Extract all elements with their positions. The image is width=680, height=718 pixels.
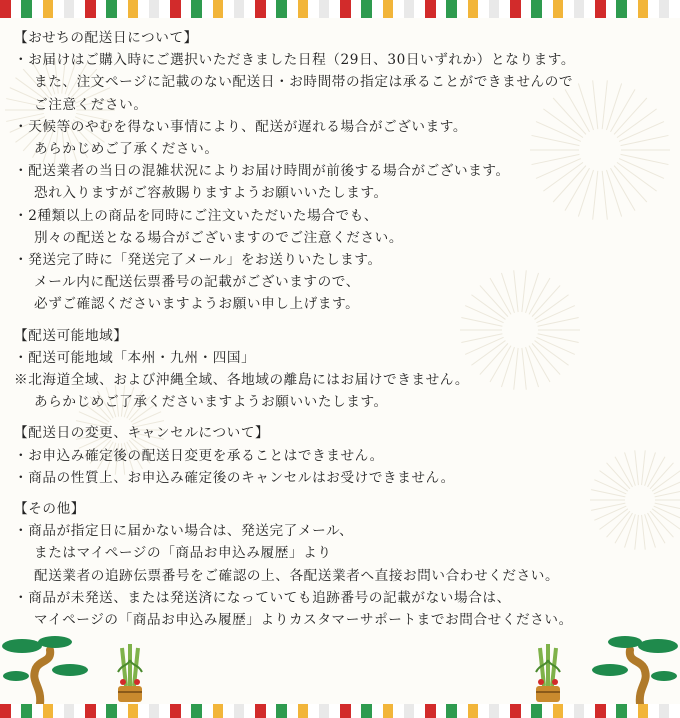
stripe-segment [128, 0, 139, 18]
notice-line: マイページの「商品お申込み履歴」よりカスタマーサポートまでお問合せください。 [34, 612, 573, 629]
notice-line: ・商品が指定日に届かない場合は、発送完了メール、 [14, 523, 354, 540]
stripe-segment [266, 704, 277, 718]
stripe-segment [53, 704, 64, 718]
stripe-segment [255, 704, 266, 718]
stripe-segment [648, 704, 659, 718]
stripe-segment [117, 704, 128, 718]
stripe-segment [659, 704, 670, 718]
stripe-segment [446, 704, 457, 718]
stripe-segment [170, 704, 181, 718]
stripe-segment [128, 704, 139, 718]
stripe-segment [213, 704, 224, 718]
notice-line: あらかじめご了承ください。 [34, 141, 219, 158]
stripe-segment [0, 704, 11, 718]
stripe-segment [669, 0, 680, 18]
stripe-segment [531, 704, 542, 718]
stripe-segment [372, 704, 383, 718]
stripe-segment [414, 0, 425, 18]
stripe-segment [21, 704, 32, 718]
stripe-segment [255, 0, 266, 18]
stripe-segment [361, 704, 372, 718]
notice-line: 恐れ入りますがご容赦賜りますようお願いいたします。 [34, 185, 388, 202]
stripe-segment [21, 0, 32, 18]
stripe-segment [223, 704, 234, 718]
notice-line: ・配送可能地域「本州・九州・四国」 [14, 349, 256, 366]
stripe-segment [181, 0, 192, 18]
stripe-segment [627, 0, 638, 18]
stripe-segment [329, 0, 340, 18]
stripe-segment [319, 0, 330, 18]
stripe-segment [287, 704, 298, 718]
notice-line: ・配送業者の当日の混雑状況によりお届け時間が前後する場合がございます。 [14, 163, 510, 180]
bottom-stripe-border [0, 704, 680, 718]
stripe-segment [489, 0, 500, 18]
stripe-segment [149, 704, 160, 718]
notice-line: またはマイページの「商品お申込み履歴」より [34, 545, 332, 562]
stripe-segment [383, 704, 394, 718]
stripe-segment [351, 0, 362, 18]
stripe-segment [117, 0, 128, 18]
notice-line: あらかじめご了承くださいますようお願いいたします。 [34, 394, 388, 411]
stripe-segment [606, 0, 617, 18]
stripe-segment [436, 0, 447, 18]
stripe-segment [478, 704, 489, 718]
stripe-segment [74, 704, 85, 718]
stripe-segment [74, 0, 85, 18]
pine-tree-left-icon [0, 624, 95, 704]
stripe-segment [106, 704, 117, 718]
pine-tree-right-icon [585, 624, 680, 704]
stripe-segment [64, 704, 75, 718]
stripe-segment [234, 0, 245, 18]
stripe-segment [499, 704, 510, 718]
stripe-segment [0, 0, 11, 18]
stripe-segment [340, 0, 351, 18]
stripe-segment [64, 0, 75, 18]
stripe-segment [510, 704, 521, 718]
stripe-segment [584, 0, 595, 18]
stripe-segment [521, 704, 532, 718]
stripe-segment [393, 0, 404, 18]
section-heading: 【おせちの配送日について】 [14, 30, 198, 46]
stripe-segment [606, 704, 617, 718]
stripe-segment [584, 704, 595, 718]
stripe-segment [244, 704, 255, 718]
stripe-segment [234, 704, 245, 718]
stripe-segment [202, 0, 213, 18]
notice-line: ・発送完了時に「発送完了メール」をお送りいたします。 [14, 252, 382, 269]
section-heading: 【その他】 [14, 501, 85, 518]
stripe-segment [11, 704, 22, 718]
stripe-segment [414, 704, 425, 718]
notice-line: ・商品が未発送、または発送済になっていても追跡番号の記載がない場合は、 [14, 589, 511, 606]
stripe-segment [43, 704, 54, 718]
stripe-segment [308, 704, 319, 718]
stripe-segment [85, 704, 96, 718]
stripe-segment [563, 0, 574, 18]
stripe-segment [159, 0, 170, 18]
stripe-segment [457, 0, 468, 18]
section-heading: 【配送可能地域】 [14, 327, 128, 344]
notice-line: ・お申込み確定後の配送日変更を承ることはできません。 [14, 447, 384, 464]
stripe-segment [616, 0, 627, 18]
stripe-segment [648, 0, 659, 18]
stripe-segment [170, 0, 181, 18]
notice-line: ・2種類以上の商品を同時にご注文いただいた場合でも、 [14, 207, 379, 224]
stripe-segment [531, 0, 542, 18]
stripe-segment [595, 704, 606, 718]
stripe-segment [276, 704, 287, 718]
notice-line: ※北海道全域、および沖縄全域、各地域の離島にはお届けできません。 [14, 372, 470, 389]
stripe-segment [96, 704, 107, 718]
notice-line: メール内に配送伝票番号の記載がございますので、 [34, 274, 360, 291]
stripe-segment [638, 704, 649, 718]
stripe-segment [425, 704, 436, 718]
stripe-segment [521, 0, 532, 18]
notice-line: ご注意ください。 [34, 96, 148, 113]
stripe-segment [32, 704, 43, 718]
stripe-segment [138, 704, 149, 718]
notice-line: また、注文ページに記載のない配送日・お時間帯の指定は承ることができませんので [34, 74, 574, 91]
stripe-segment [669, 704, 680, 718]
stripe-segment [553, 704, 564, 718]
section-heading: 【配送日の変更、キャンセルについて】 [14, 425, 270, 442]
stripe-segment [159, 704, 170, 718]
stripe-segment [191, 0, 202, 18]
stripe-segment [446, 0, 457, 18]
notice-line: ・商品の性質上、お申込み確定後のキャンセルはお受けできません。 [14, 469, 455, 486]
stripe-segment [563, 704, 574, 718]
stripe-segment [244, 0, 255, 18]
stripe-segment [329, 704, 340, 718]
stripe-segment [638, 0, 649, 18]
stripe-segment [43, 0, 54, 18]
stripe-segment [191, 704, 202, 718]
notice-line: 配送業者の追跡伝票番号をご確認の上、各配送業者へ直接お問い合わせください。 [34, 567, 560, 584]
stripe-segment [32, 0, 43, 18]
stripe-segment [404, 704, 415, 718]
stripe-segment [553, 0, 564, 18]
top-stripe-border [0, 0, 680, 18]
notice-line: 別々の配送となる場合がございますのでご注意ください。 [34, 229, 404, 246]
stripe-segment [499, 0, 510, 18]
stripe-segment [106, 0, 117, 18]
stripe-segment [616, 704, 627, 718]
stripe-segment [436, 704, 447, 718]
kadomatsu-left-icon [112, 642, 148, 704]
stripe-segment [149, 0, 160, 18]
stripe-segment [489, 704, 500, 718]
stripe-segment [425, 0, 436, 18]
stripe-segment [542, 0, 553, 18]
stripe-segment [340, 704, 351, 718]
stripe-segment [11, 0, 22, 18]
stripe-segment [595, 0, 606, 18]
stripe-segment [468, 0, 479, 18]
stripe-segment [404, 0, 415, 18]
stripe-segment [308, 0, 319, 18]
stripe-segment [202, 704, 213, 718]
notice-line: ・お届けはご購入時にご選択いただきました日程（29日、30日いずれか）となります。 [14, 52, 576, 69]
stripe-segment [298, 704, 309, 718]
stripe-segment [96, 0, 107, 18]
stripe-segment [287, 0, 298, 18]
stripe-segment [266, 0, 277, 18]
stripe-segment [393, 704, 404, 718]
stripe-segment [319, 704, 330, 718]
stripe-segment [574, 704, 585, 718]
stripe-segment [627, 704, 638, 718]
stripe-segment [138, 0, 149, 18]
stripe-segment [468, 704, 479, 718]
stripe-segment [53, 0, 64, 18]
stripe-segment [85, 0, 96, 18]
stripe-segment [298, 0, 309, 18]
stripe-segment [574, 0, 585, 18]
stripe-segment [213, 0, 224, 18]
shipping-notice-text [14, 27, 674, 631]
notice-line: 必ずご確認くださいますようお願い申し上げます。 [34, 296, 360, 313]
stripe-segment [223, 0, 234, 18]
kadomatsu-right-icon [530, 642, 566, 704]
stripe-segment [659, 0, 670, 18]
stripe-segment [351, 704, 362, 718]
stripe-segment [383, 0, 394, 18]
stripe-segment [478, 0, 489, 18]
notice-line: ・天候等のやむを得ない事情により、配送が遅れる場合がございます。 [14, 118, 468, 135]
stripe-segment [276, 0, 287, 18]
stripe-segment [542, 704, 553, 718]
stripe-segment [457, 704, 468, 718]
stripe-segment [361, 0, 372, 18]
stripe-segment [510, 0, 521, 18]
stripe-segment [181, 704, 192, 718]
stripe-segment [372, 0, 383, 18]
